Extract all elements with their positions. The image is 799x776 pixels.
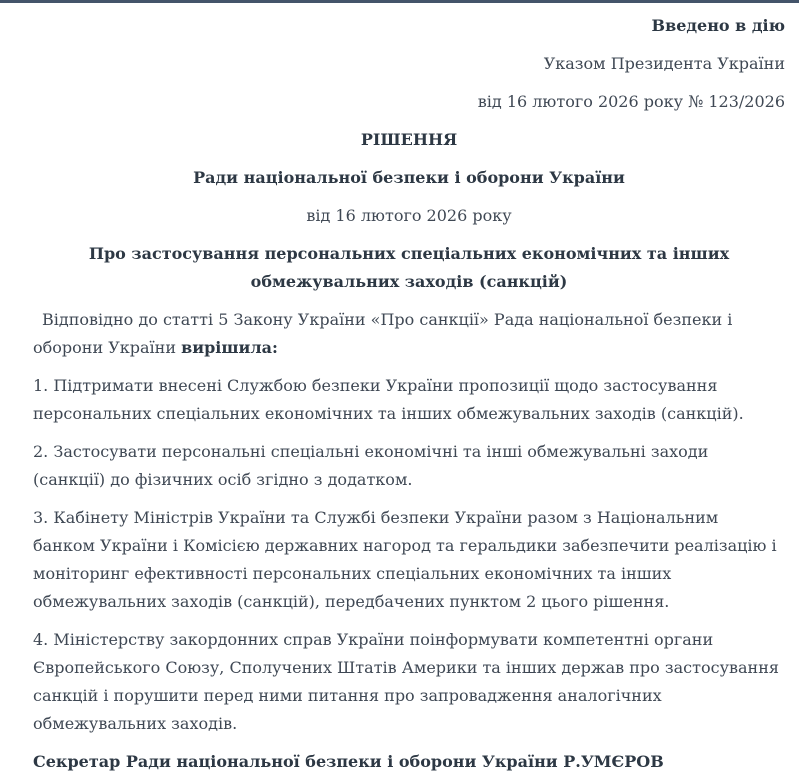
decision-item: 4. Міністерству закордонних справ України поінформувати компетентні органи Європейського Союзу, Сполучених Штатів Америки та інших держав про застосування санкцій і порушити перед ними питання про запровадження аналогічних обмежувальних заходів. xyxy=(33,630,779,733)
intro-resolved-word: вирішила: xyxy=(181,338,278,357)
decision-subject-heading: Про застосування персональних спеціальних економічних та інших обмежувальних заходів (санкцій) xyxy=(88,244,730,291)
decision-item: 3. Кабінету Міністрів України та Службі безпеки України разом з Національним банком України і Комісією державних нагород та геральдики забезпечити реалізацію і моніторинг ефективності персональних спеціальних економічних та інших обмежувальних заходів (санкцій), передбачених пунктом 2 цього рішення. xyxy=(33,508,777,611)
decision-date-line: від 16 лютого 2026 року xyxy=(306,206,512,225)
heading-block xyxy=(33,126,785,296)
decision-item: 1. Підтримати внесені Службою безпеки України пропозиції щодо застосування персональних спеціальних економічних та інших обмежувальних заходів (санкцій). xyxy=(33,376,744,423)
enacted-by-decree-line: Указом Президента України xyxy=(543,54,785,73)
issuer-heading: Ради національної безпеки і оборони України xyxy=(193,168,625,187)
enacted-label: Введено в дію xyxy=(651,16,785,35)
intro-paragraph xyxy=(33,306,785,362)
decision-item: 2. Застосувати персональні спеціальні економічні та інші обмежувальні заходи (санкції) до фізичних осіб згідно з додатком. xyxy=(33,442,709,489)
document-type-heading: РІШЕННЯ xyxy=(360,130,458,149)
enactment-block xyxy=(33,12,785,116)
decree-date-number-line: від 16 лютого 2026 року № 123/2026 xyxy=(477,92,785,111)
intro-text: Відповідно до статті 5 Закону України «Про санкції» Рада національної безпеки і оборони України xyxy=(33,310,733,357)
document-body xyxy=(0,3,799,776)
signature-line: Секретар Ради національної безпеки і оборони України Р.УМЄРОВ xyxy=(33,752,664,771)
